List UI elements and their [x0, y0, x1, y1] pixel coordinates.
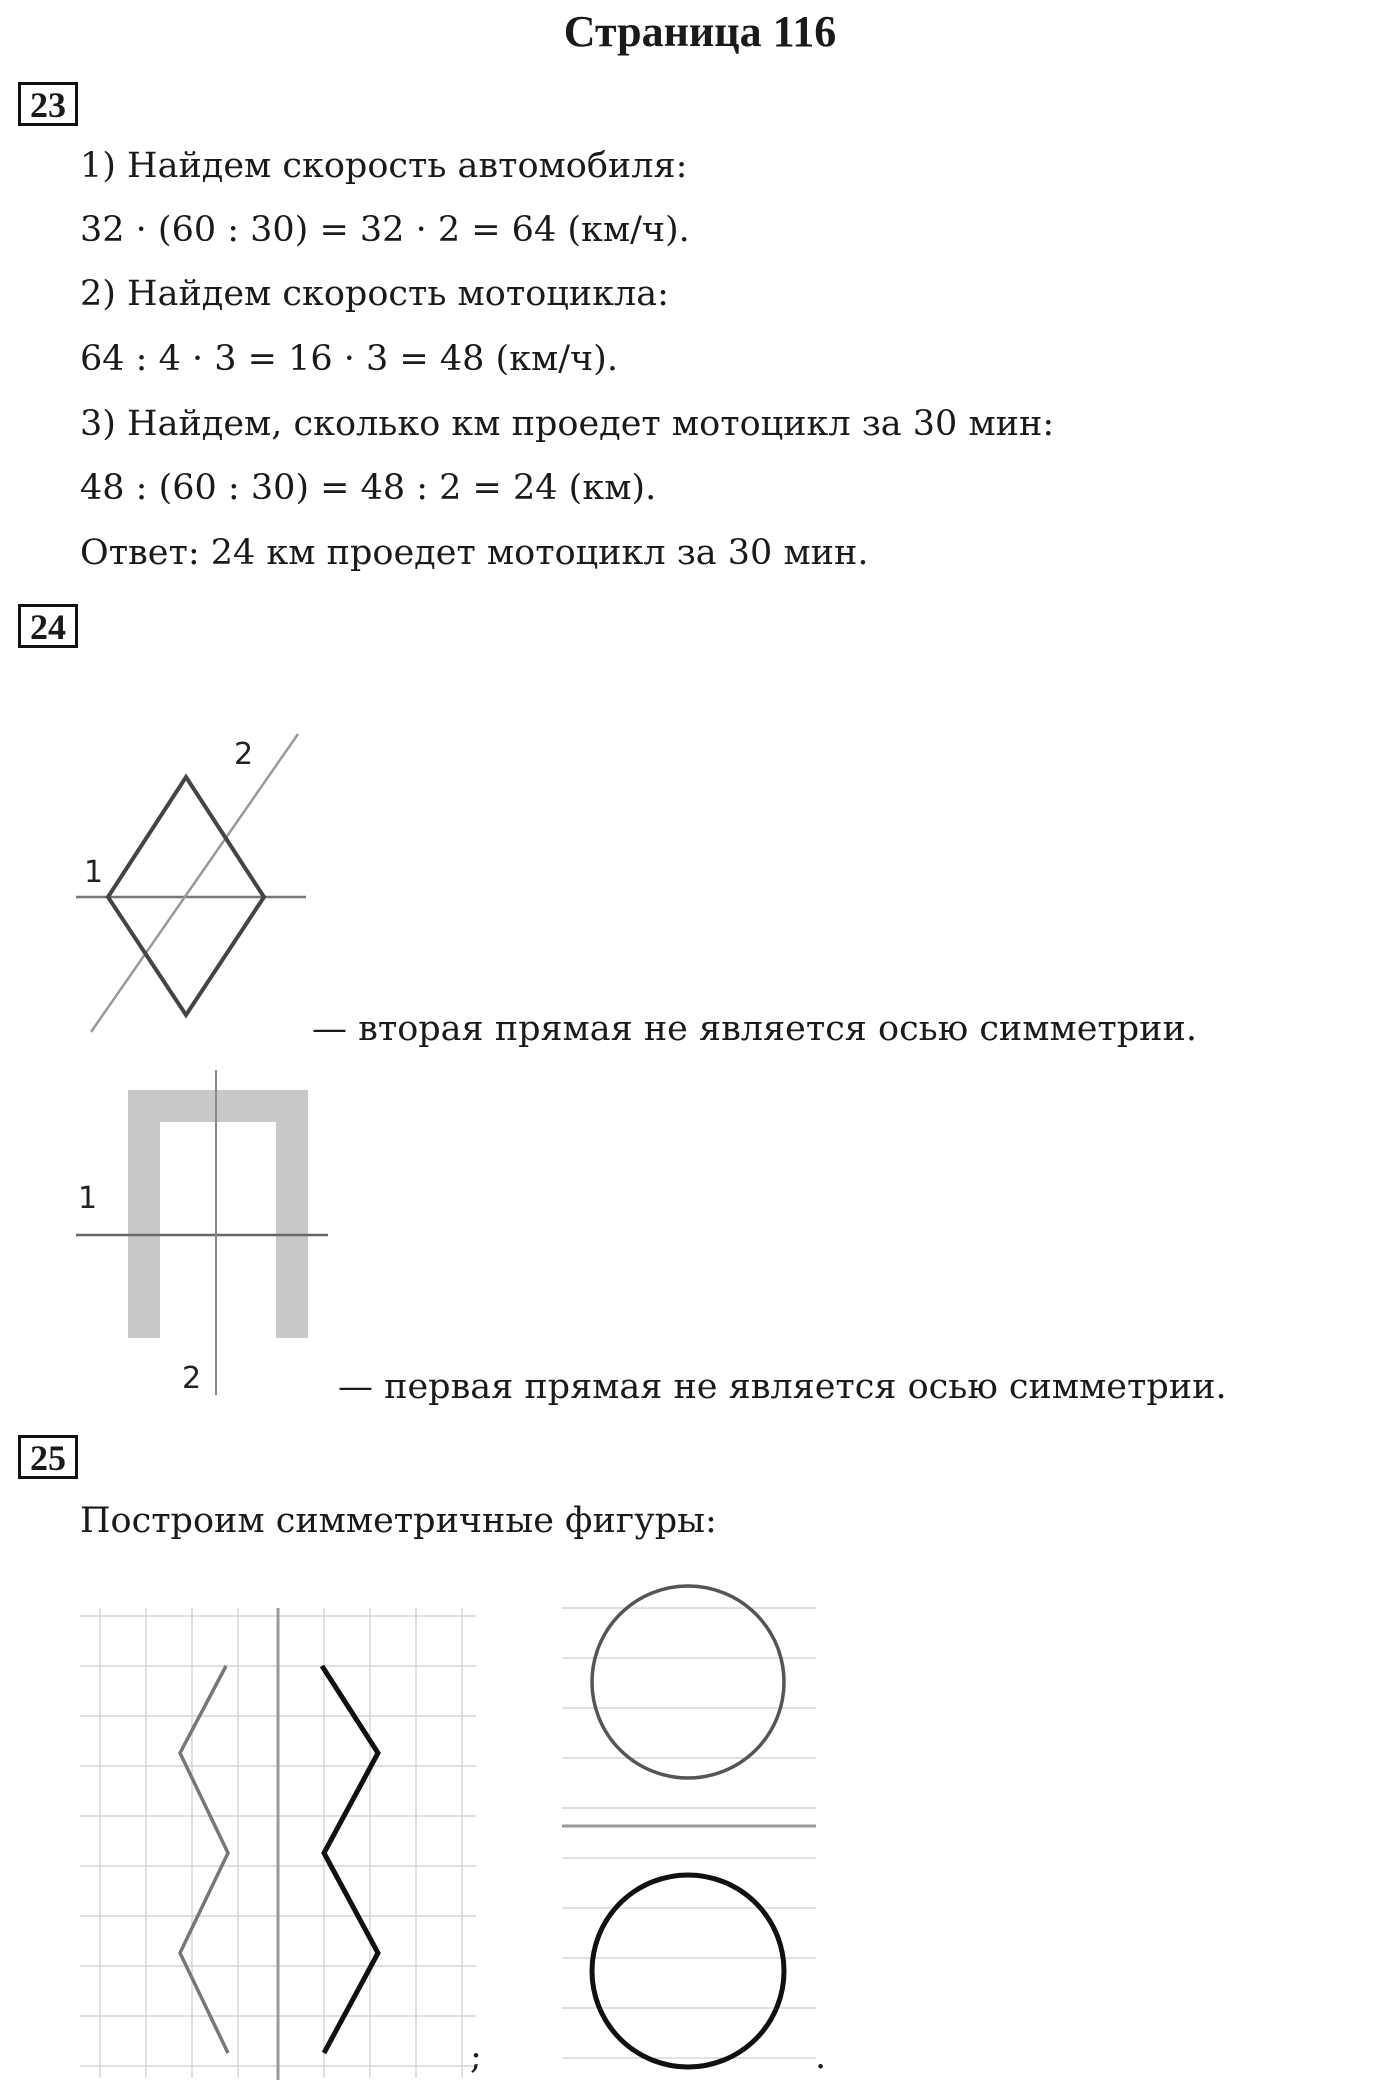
task23-line-3: 2) Найдем скорость мотоцикла:: [80, 274, 669, 314]
page-title: Страница 116: [563, 7, 837, 56]
task23-answer: Ответ: 24 км проедет мотоцикл за 30 мин.: [80, 533, 869, 573]
task23-line-5: 3) Найдем, сколько км проедет мотоцикл за 30 мин:: [80, 404, 1055, 444]
task23-line-1: 1) Найдем скорость автомобиля:: [80, 146, 688, 186]
task23-line-2: 32 · (60 : 30) = 32 · 2 = 64 (км/ч).: [80, 210, 690, 250]
mirrored-circle: [592, 1875, 784, 2067]
task-number-23: 23: [18, 82, 78, 126]
task-number-24: 24: [18, 604, 78, 648]
separator-period: .: [815, 2037, 827, 2077]
original-zigzag: [180, 1666, 228, 2053]
task-number-25: 25: [18, 1435, 78, 1479]
task23-line-4: 64 : 4 · 3 = 16 · 3 = 48 (км/ч).: [80, 339, 618, 379]
separator-semicolon: ;: [470, 2037, 482, 2077]
label-line-2: 2: [182, 1361, 202, 1396]
figure2-caption: — первая прямая не является осью симметрии.: [338, 1367, 1227, 1407]
zigzag-symmetry-figure: [80, 1608, 480, 2083]
task23-line-6: 48 : (60 : 30) = 48 : 2 = 24 (км).: [80, 468, 657, 508]
p-letter-shape: [128, 1090, 308, 1338]
figure1-caption: — вторая прямая не является осью симметрии.: [312, 1009, 1197, 1049]
p-letter-symmetry-figure: [76, 1070, 336, 1400]
label-line-1: 1: [84, 855, 104, 890]
axis-line-2: [91, 734, 298, 1032]
circle-symmetry-figure: [562, 1578, 820, 2083]
label-line-2: 2: [234, 737, 254, 772]
rhombus-symmetry-figure: [76, 722, 306, 1042]
label-line-1: 1: [78, 1181, 98, 1216]
task25-intro: Построим симметричные фигуры:: [80, 1501, 717, 1541]
original-circle: [592, 1586, 784, 1778]
